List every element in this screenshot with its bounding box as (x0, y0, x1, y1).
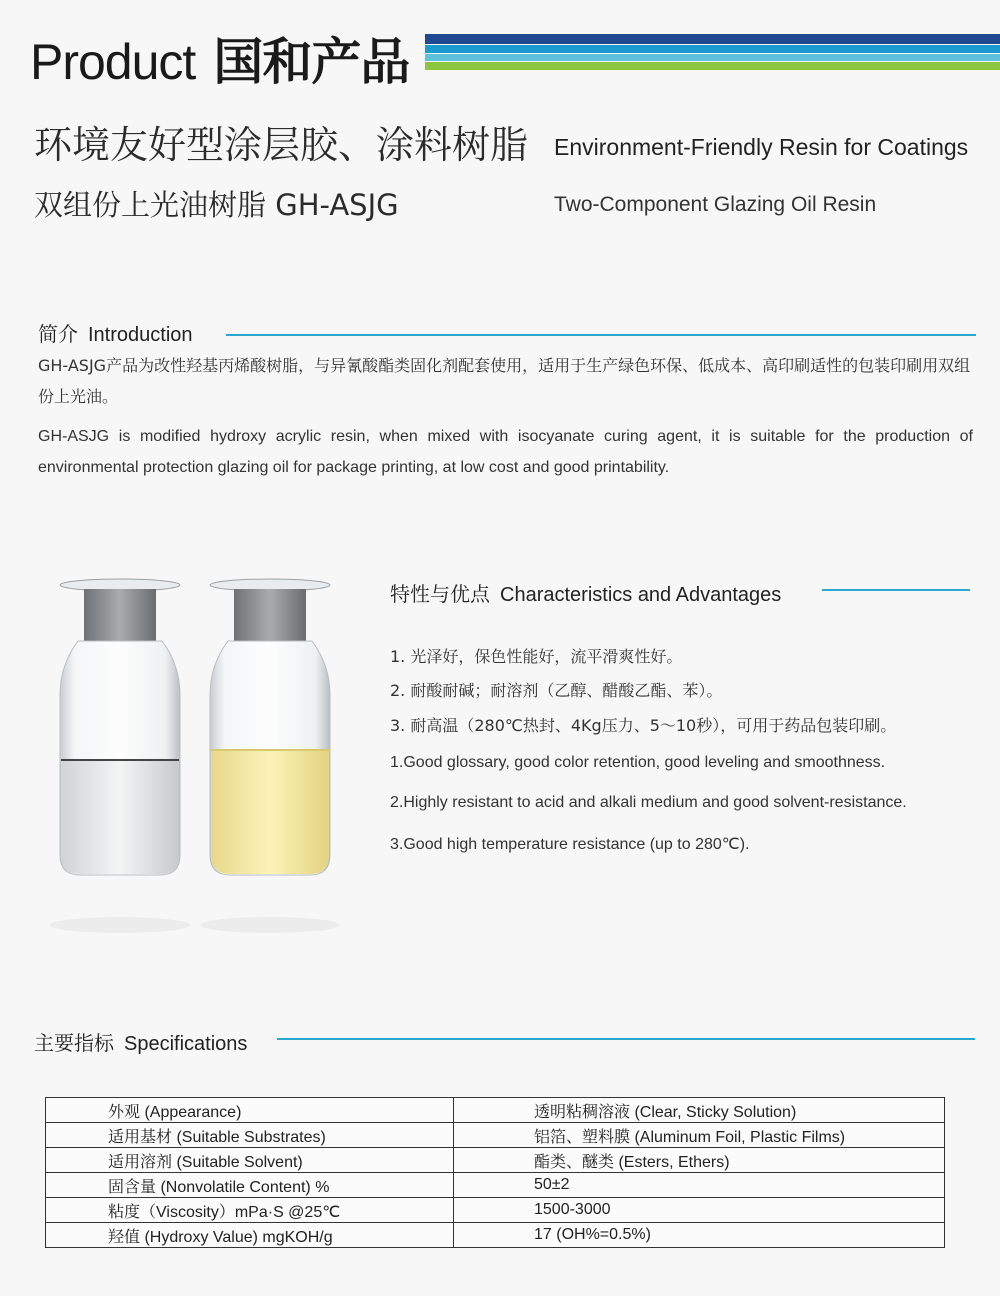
spec-property-cell: 外观 (Appearance) (46, 1098, 454, 1123)
spec-value-cell: 1500-3000 (454, 1198, 945, 1223)
introduction-heading-zh: 简介 (38, 322, 78, 346)
spec-property-cell: 固含量 (Nonvolatile Content) % (46, 1173, 454, 1198)
header-title-en: Product (30, 34, 196, 90)
stripe-green (425, 62, 1000, 70)
introduction-heading-en: Introduction (88, 324, 193, 346)
specifications-heading-en: Specifications (124, 1033, 248, 1055)
spec-property-cell: 粘度（Viscosity）mPa·S @25℃ (46, 1198, 454, 1223)
specifications-divider (277, 1038, 975, 1040)
product-title-zh: 环境友好型涂层胶、涂料树脂 (34, 123, 529, 167)
table-row (46, 1148, 945, 1173)
introduction-text-zh: GH-ASJG产品为改性羟基丙烯酸树脂，与异氰酸酯类固化剂配套使用，适用于生产绿色环保、低成本、高印刷适性的包装印刷用双组份上光油。 (38, 356, 971, 406)
yellow-bottle (200, 579, 340, 933)
characteristics-heading-zh: 特性与优点 (390, 582, 490, 606)
introduction-divider (226, 334, 976, 336)
characteristic-zh-item: 2. 耐酸耐碱；耐溶剂（乙醇、醋酸乙酯、苯）。 (390, 681, 723, 700)
spec-value-cell: 透明粘稠溶液 (Clear, Sticky Solution) (454, 1098, 945, 1123)
characteristics-heading (390, 578, 781, 607)
characteristics-heading-en: Characteristics and Advantages (500, 584, 782, 606)
clear-bottle (50, 579, 190, 933)
stripe-blue (425, 45, 1000, 53)
spec-property-cell: 适用基材 (Suitable Substrates) (46, 1123, 454, 1148)
introduction-heading (38, 318, 193, 347)
header-title-zh: 国和产品 (213, 33, 410, 91)
characteristic-zh-item: 3. 耐高温（280℃热封、4Kg压力、5～10秒），可用于药品包装印刷。 (390, 716, 897, 735)
spec-value-cell: 铝箔、塑料膜 (Aluminum Foil, Plastic Films) (454, 1123, 945, 1148)
stripe-light-blue (425, 54, 1000, 61)
page-header-title (30, 22, 409, 94)
characteristic-en-item: 1.Good glossary, good color retention, good leveling and smoothness. (390, 754, 886, 771)
spec-value-cell: 酯类、醚类 (Esters, Ethers) (454, 1148, 945, 1173)
table-row (46, 1198, 945, 1223)
specifications-heading (34, 1027, 247, 1056)
stripe-navy (425, 34, 1000, 44)
table-row (46, 1173, 945, 1198)
resin-bottles-image (40, 565, 360, 945)
spec-value-cell: 50±2 (454, 1173, 945, 1198)
characteristics-divider (822, 589, 970, 591)
characteristic-en-item: 3.Good high temperature resistance (up to 280℃). (390, 836, 750, 853)
table-row (46, 1223, 945, 1248)
spec-value-cell: 17 (OH%=0.5%) (454, 1223, 945, 1248)
characteristic-en-item: 2.Highly resistant to acid and alkali medium and good solvent-resistance. (390, 794, 907, 811)
table-row (46, 1098, 945, 1123)
table-row (46, 1123, 945, 1148)
spec-property-cell: 羟值 (Hydroxy Value) mgKOH/g (46, 1223, 454, 1248)
introduction-text-en: GH-ASJG is modified hydroxy acrylic resin, when mixed with isocyanate curing agent, it is suitable for the production of environmental protection glazing oil for package printing, at low cost and good printability. (38, 428, 973, 476)
specifications-table (45, 1097, 945, 1248)
product-subtitle-zh: 双组份上光油树脂 GH-ASJG (34, 188, 399, 222)
product-title-en: Environment-Friendly Resin for Coatings (554, 134, 969, 160)
characteristic-zh-item: 1. 光泽好，保色性能好，流平滑爽性好。 (390, 647, 683, 666)
spec-property-cell: 适用溶剂 (Suitable Solvent) (46, 1148, 454, 1173)
product-subtitle-en: Two-Component Glazing Oil Resin (554, 193, 877, 216)
header-color-stripes (425, 34, 1000, 72)
specifications-heading-zh: 主要指标 (34, 1031, 114, 1055)
